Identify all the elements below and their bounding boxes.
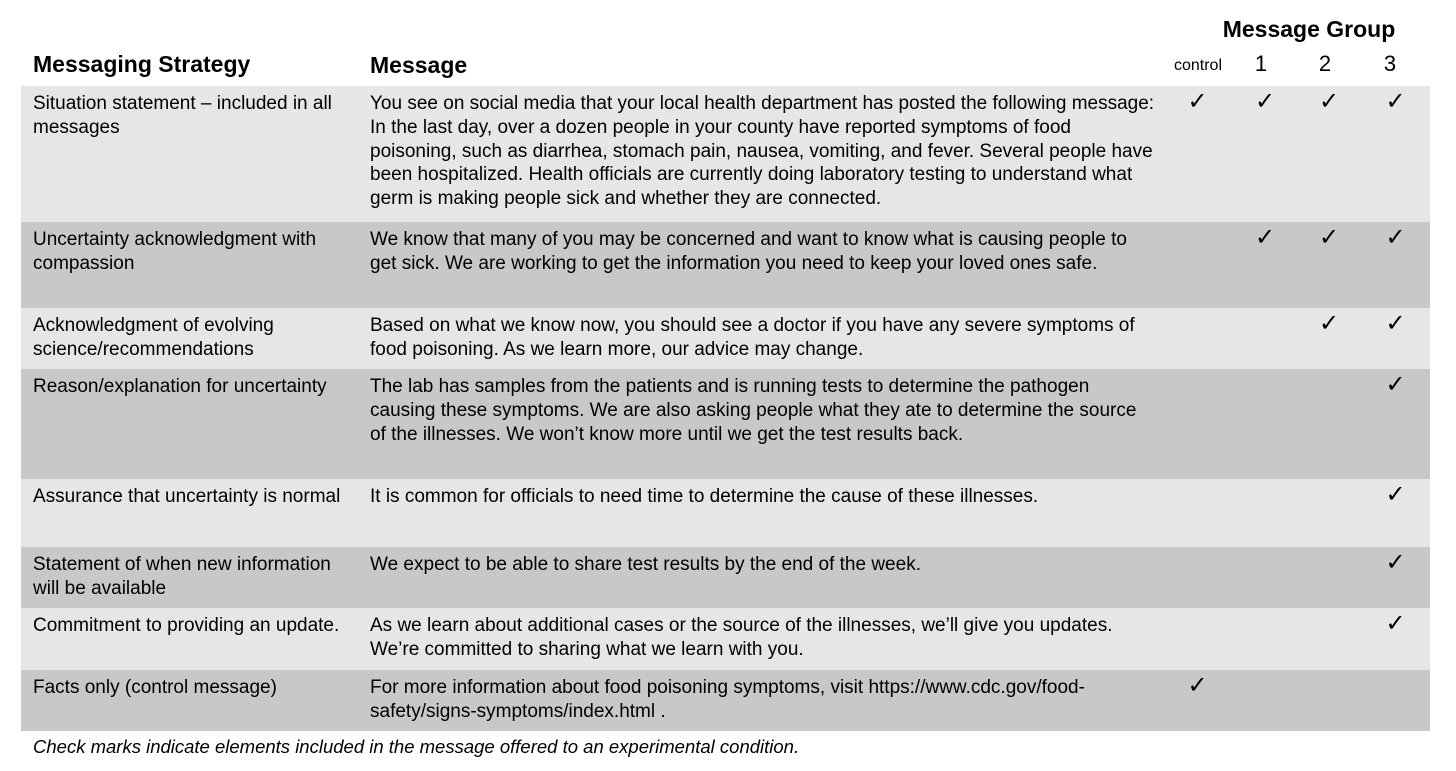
- group-1-cell: [1233, 308, 1297, 369]
- group-1-cell: [1233, 670, 1297, 731]
- group-2-cell: [1297, 308, 1361, 369]
- group-3-cell: [1361, 86, 1430, 222]
- strategy-cell: Uncertainty acknowledgment with compassion: [33, 229, 317, 274]
- check-icon: ✓: [1385, 371, 1406, 398]
- table-row: [21, 86, 1430, 222]
- table-row: [21, 670, 1430, 731]
- group-1-cell: [1233, 608, 1297, 670]
- strategy-cell: Reason/explanation for uncertainty: [33, 376, 327, 397]
- group-2-heading: 2: [1318, 51, 1332, 76]
- message-cell: It is common for officials to need time to determine the cause of these illnesses.: [370, 486, 1039, 507]
- table-header: [21, 0, 1430, 86]
- group-control-cell: [1162, 222, 1233, 308]
- message-group-heading: Message Group: [1222, 16, 1396, 42]
- footnote: Check marks indicate elements included in the message offered to an experimental condition.: [33, 736, 800, 757]
- strategy-cell: Commitment to providing an update.: [33, 615, 340, 636]
- group-control-cell: [1162, 479, 1233, 547]
- group-control-cell: [1162, 308, 1233, 369]
- strategy-cell: Statement of when new information will be available: [33, 554, 331, 599]
- check-icon: ✓: [1187, 672, 1208, 699]
- group-3-cell: [1361, 479, 1430, 547]
- table-row: [21, 369, 1430, 479]
- check-icon: ✓: [1318, 310, 1340, 337]
- message-cell: We know that many of you may be concerned and want to know what is causing people to get sick. We are working to get the information you need to keep your loved ones safe.: [370, 229, 1127, 274]
- group-2-cell: [1297, 369, 1361, 479]
- group-2-cell: [1297, 222, 1361, 308]
- group-3-heading: 3: [1383, 51, 1397, 76]
- group-3-cell: [1361, 369, 1430, 479]
- group-control-cell: [1162, 547, 1233, 608]
- group-1-cell: [1233, 479, 1297, 547]
- table-row: [21, 308, 1430, 369]
- message-cell: You see on social media that your local health department has posted the following message: In the last day, over a dozen people in your county have reported symptoms of food poisoning, such as diarrhea, stomach pain, nausea, vomiting, and fever. Several people have been hospitalized. Health officials are currently doing laboratory testing to understand what germ is making people sick and whether they are connected.: [370, 93, 1155, 210]
- check-icon: ✓: [1385, 224, 1406, 251]
- group-2-cell: [1297, 86, 1361, 222]
- strategy-cell: Assurance that uncertainty is normal: [33, 486, 341, 507]
- group-2-cell: [1297, 670, 1361, 731]
- group-2-cell: [1297, 479, 1361, 547]
- group-control-cell: [1162, 608, 1233, 670]
- group-3-cell: [1361, 608, 1430, 670]
- message-cell: For more information about food poisoning symptoms, visit https://www.cdc.gov/food-safety/signs-symptoms/index.html .: [370, 677, 1085, 722]
- check-icon: ✓: [1385, 610, 1406, 637]
- group-control-heading: control: [1173, 57, 1223, 74]
- check-icon: ✓: [1385, 549, 1406, 576]
- message-cell: The lab has samples from the patients and is running tests to determine the pathogen causing these symptoms. We are also asking people what they ate to determine the source of the illnesses. We won’t know more until we get the test results back.: [370, 376, 1137, 445]
- group-1-cell: [1233, 547, 1297, 608]
- messaging-strategy-heading: Messaging Strategy: [33, 51, 251, 77]
- group-1-cell: [1233, 86, 1297, 222]
- strategy-cell: Acknowledgment of evolving science/recommendations: [33, 315, 274, 360]
- strategy-cell: Situation statement – included in all messages: [33, 93, 332, 138]
- check-icon: ✓: [1385, 481, 1406, 508]
- group-control-cell: [1162, 670, 1233, 731]
- strategy-table: [21, 86, 1430, 731]
- group-control-cell: [1162, 369, 1233, 479]
- group-1-cell: [1233, 369, 1297, 479]
- check-icon: ✓: [1318, 88, 1340, 115]
- group-2-cell: [1297, 547, 1361, 608]
- message-cell: Based on what we know now, you should see a doctor if you have any severe symptoms of food poisoning. As we learn more, our advice may change.: [370, 315, 1135, 360]
- check-icon: ✓: [1318, 224, 1340, 251]
- group-3-cell: [1361, 308, 1430, 369]
- group-3-cell: [1361, 222, 1430, 308]
- table-row: [21, 479, 1430, 547]
- group-1-heading: 1: [1254, 51, 1268, 76]
- group-3-cell: [1361, 547, 1430, 608]
- check-icon: ✓: [1385, 310, 1406, 337]
- group-3-cell: [1361, 670, 1430, 731]
- group-1-cell: [1233, 222, 1297, 308]
- group-2-cell: [1297, 608, 1361, 670]
- check-icon: ✓: [1254, 88, 1276, 115]
- table-row: [21, 608, 1430, 670]
- group-control-cell: [1162, 86, 1233, 222]
- check-icon: ✓: [1187, 88, 1208, 115]
- table-row: [21, 222, 1430, 308]
- table-row: [21, 547, 1430, 608]
- strategy-cell: Facts only (control message): [33, 677, 277, 698]
- message-heading: Message: [370, 52, 468, 78]
- check-icon: ✓: [1254, 224, 1276, 251]
- strategy-table-figure: [21, 0, 1430, 731]
- message-cell: As we learn about additional cases or the source of the illnesses, we’ll give you updates. We’re committed to sharing what we learn with you.: [370, 615, 1113, 660]
- check-icon: ✓: [1385, 88, 1406, 115]
- message-cell: We expect to be able to share test results by the end of the week.: [370, 554, 921, 575]
